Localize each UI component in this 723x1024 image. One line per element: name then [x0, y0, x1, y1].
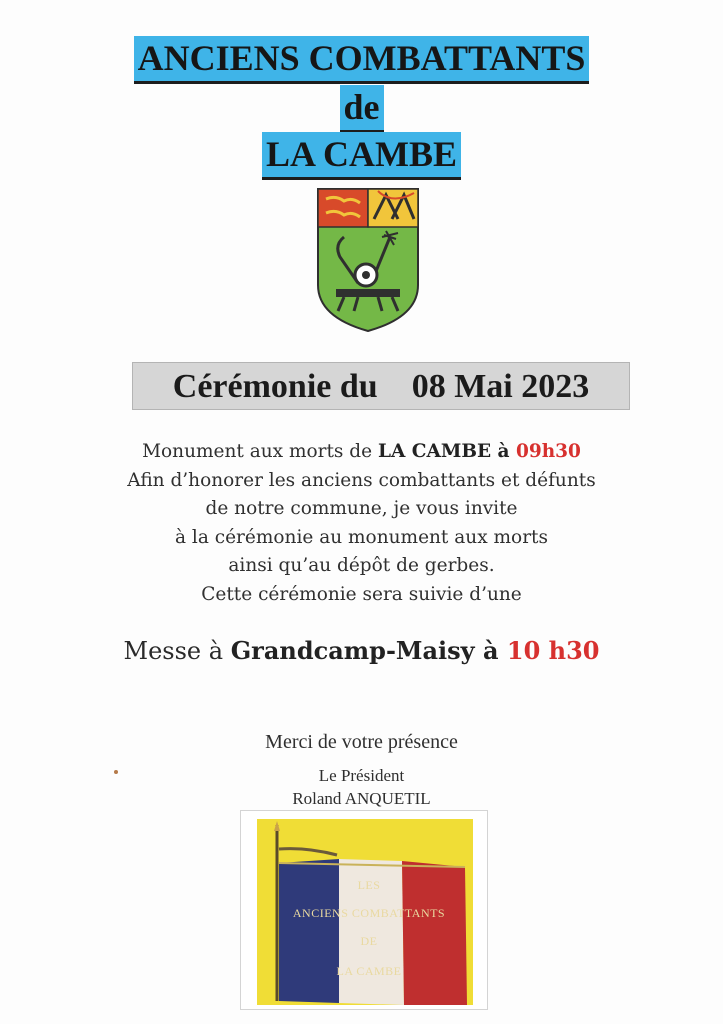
invitation-line-3: de notre commune, je vous invite	[205, 498, 518, 519]
coat-of-arms-icon	[314, 185, 422, 335]
title-text-1: ANCIENS COMBATTANTS	[134, 36, 590, 84]
mass-announcement	[0, 636, 723, 665]
flag-line-3: DE	[360, 934, 378, 948]
invitation-text	[0, 438, 723, 609]
ceremony-date-box	[132, 362, 630, 410]
monument-place: LA CAMBE	[377, 441, 492, 462]
monument-time: 09h30	[515, 441, 581, 462]
mass-text: Messe à	[123, 637, 231, 665]
ceremony-date: 08 Mai 2023	[411, 368, 590, 405]
invitation-line-4: à la cérémonie au monument aux morts	[175, 526, 548, 548]
thanks-text: Merci de votre présence	[265, 731, 458, 753]
mass-place: Grandcamp-Maisy	[230, 636, 475, 665]
title-line-3	[0, 136, 723, 172]
title-text-2: de	[340, 85, 384, 133]
signature-role: Le Président	[318, 766, 405, 785]
flag-photo	[240, 810, 488, 1010]
mass-time: 10 h30	[506, 636, 600, 665]
flag-line-1: LES	[357, 878, 381, 892]
invitation-line-6: Cette cérémonie sera suivie d’une	[201, 583, 522, 605]
flag-photo-background	[257, 819, 473, 1005]
mass-connector: à	[474, 636, 507, 665]
monument-text: Monument aux morts de	[142, 441, 378, 462]
flag-line-2: ANCIENS COMBATTANTS	[292, 906, 446, 920]
signature-name: Roland ANQUETIL	[292, 789, 431, 808]
title-text-3: LA CAMBE	[262, 132, 461, 180]
invitation-line-5: ainsi qu’au dépôt de gerbes.	[228, 555, 495, 576]
ceremony-label: Cérémonie du	[172, 368, 378, 405]
flag-line-4: LA CAMBE	[336, 964, 402, 978]
monument-connector: à	[491, 441, 516, 462]
invitation-line-2: Afin d’honorer les anciens combattants et défunts	[127, 469, 596, 491]
invitation-line-1	[0, 438, 723, 467]
title-line-1	[0, 40, 723, 76]
flag-image	[257, 819, 473, 1005]
title-line-2	[0, 89, 723, 125]
